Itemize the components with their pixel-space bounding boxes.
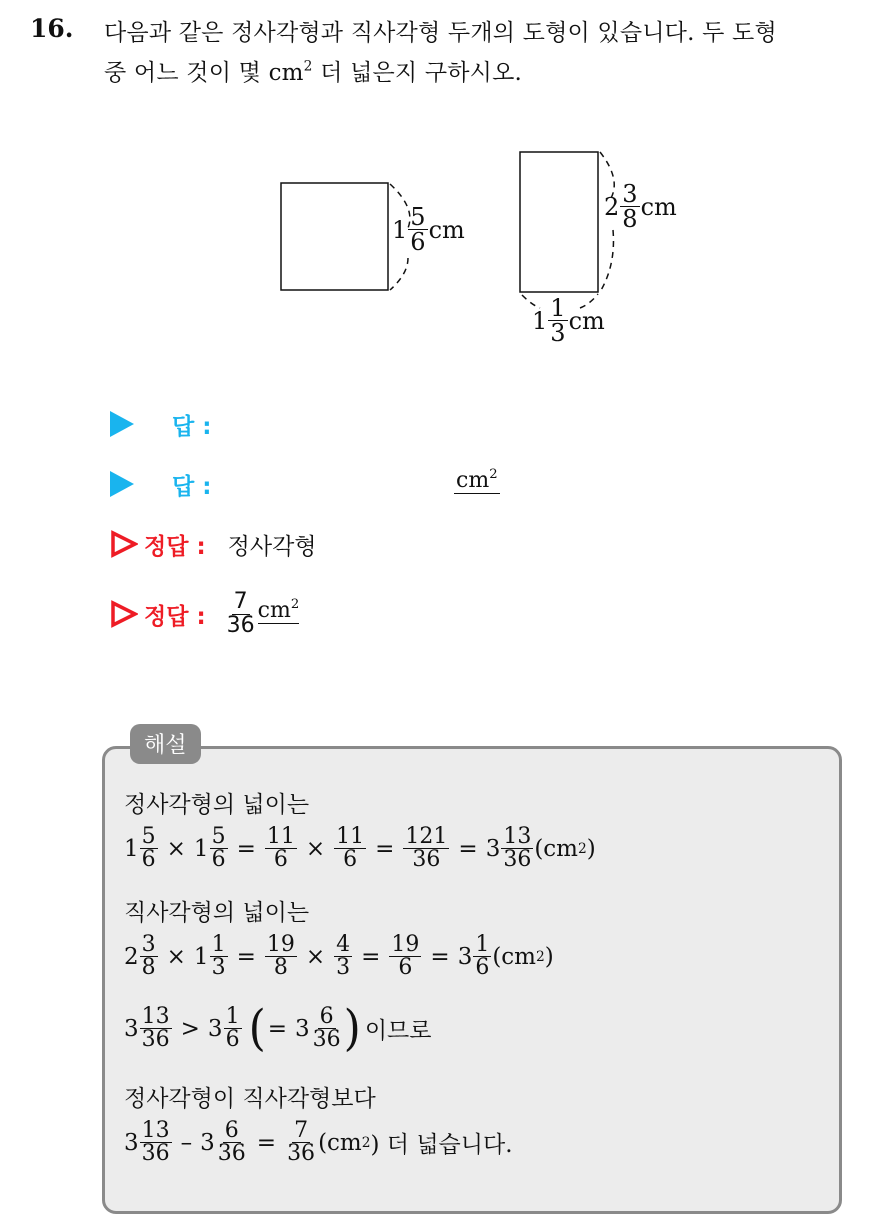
square-shape <box>281 183 388 290</box>
rectangle-shape <box>520 152 598 292</box>
explanation-eq-4: 3 $\frac{13}{36}$ – 3 $\frac{6}{36}$ = $\frac{7}{36}$ (cm 2 ) 더 넓습니다. <box>124 1118 513 1167</box>
question-number: 16. <box>30 14 74 43</box>
answer-arrow-icon <box>110 471 134 497</box>
solution-label: 정답 : <box>144 603 206 630</box>
solution-answer-2: $\frac{7}{36}$ $cm^2$ <box>226 589 300 638</box>
solution-answer-1: 정사각형 <box>227 533 317 560</box>
question-text-line2: 중 어느 것이 몇 $cm^2$ 더 넓은지 구하시오. <box>104 58 523 86</box>
explanation-tab: 해설 <box>130 724 201 764</box>
solution-arrow-icon <box>110 600 138 628</box>
solution-label: 정답 : <box>144 533 206 560</box>
solution-row-1 <box>110 526 317 562</box>
explanation-line-1: 정사각형의 넓이는 <box>124 792 310 818</box>
solution-row-2 <box>110 586 299 642</box>
explanation-eq-3: 3 $\frac{13}{36}$ > 3 $\frac{1}{6}$ ( = 3 $\frac{6}{36}$ ) 이므로 <box>124 1000 432 1057</box>
rect-height-label: 2 $\frac{3}{8}$ cm <box>604 180 677 234</box>
question-text-line1: 다음과 같은 정사각형과 직사각형 두개의 도형이 있습니다. 두 도형 <box>104 20 777 46</box>
answer-row-1 <box>110 406 211 442</box>
answer-arrow-icon <box>110 411 134 437</box>
answer-label: 답 : <box>172 473 212 500</box>
explanation-eq-1: 1 $\frac{5}{6}$ × 1 $\frac{5}{6}$ = $\frac{11}{6}$ × $\frac{11}{6}$ = $\frac{121}{36}$ = 3 $\frac{13}{36}$ (cm 2 ) <box>124 824 596 873</box>
answer-row-2 <box>110 466 211 502</box>
solution-arrow-icon <box>110 530 138 558</box>
answer-unit-line: $cm^2$ <box>456 466 498 493</box>
explanation-line-3: 직사각형의 넓이는 <box>124 900 310 926</box>
rect-width-label: 1 $\frac{1}{3}$ cm <box>532 294 605 348</box>
answer-label: 답 : <box>172 413 212 440</box>
explanation-eq-2: 2 $\frac{3}{8}$ × 1 $\frac{1}{3}$ = $\frac{19}{8}$ × $\frac{4}{3}$ = $\frac{19}{6}$ = 3 $\frac{1}{6}$ (cm 2 ) <box>124 932 554 981</box>
square-side-label: 1 $\frac{5}{6}$ cm <box>392 203 465 257</box>
explanation-line-6: 정사각형이 직사각형보다 <box>124 1086 376 1112</box>
